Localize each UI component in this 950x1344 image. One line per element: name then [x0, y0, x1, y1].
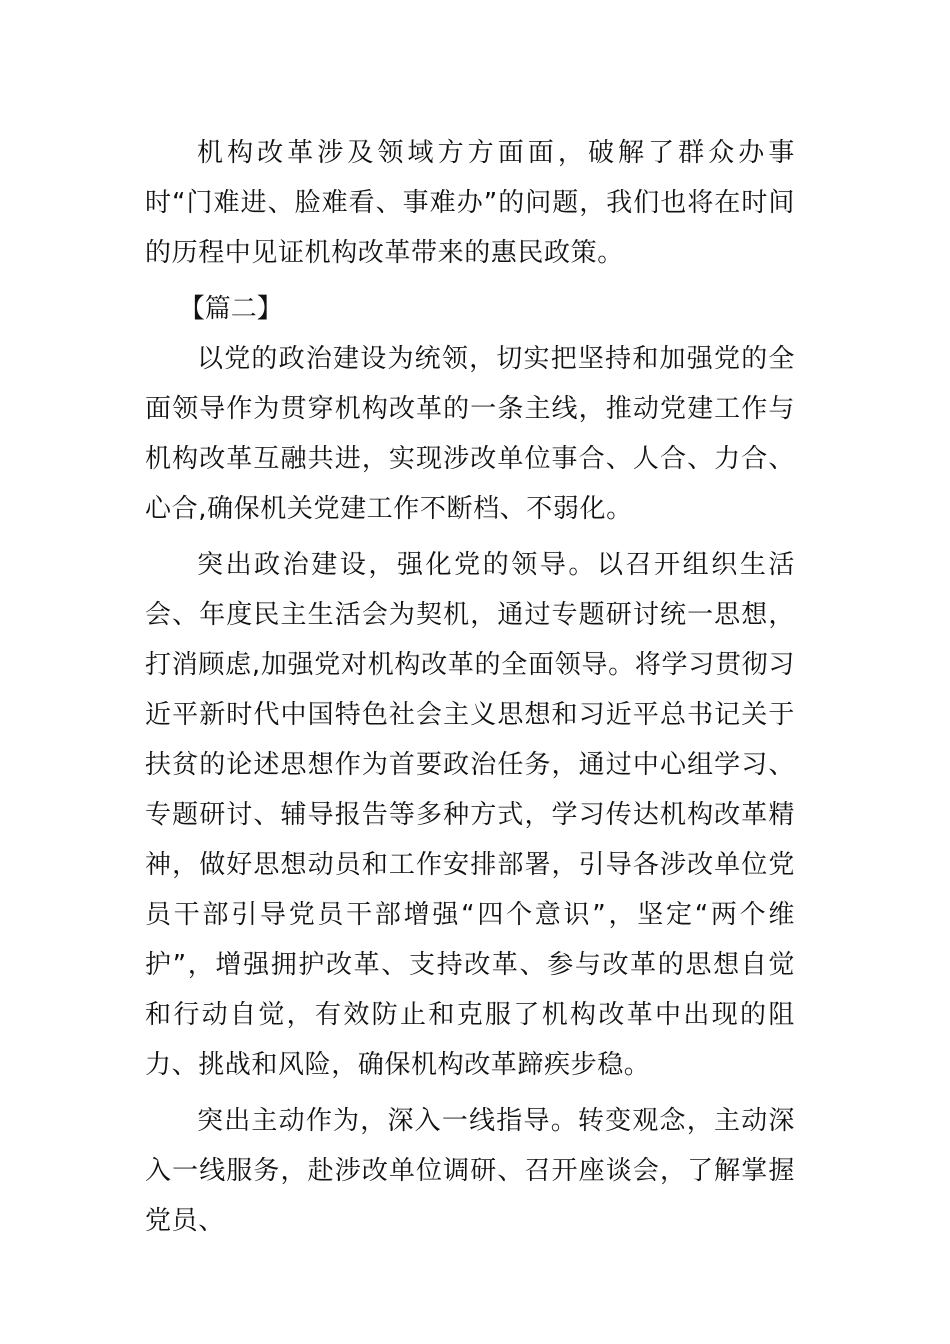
document-body [145, 128, 795, 1246]
section-heading: 【篇二】 [178, 294, 283, 324]
paragraph-intro: 机构改革涉及领域方方面面，破解了群众办事时“门难进、脸难看、事难办”的问题，我们也将在时间的历程中见证机构改革带来的惠民政策。 [145, 138, 795, 268]
paragraph-frontline-guidance: 突出主动作为，深入一线指导。转变观念，主动深入一线服务，赴涉改单位调研、召开座谈会，了解掌握党员、 [145, 1106, 795, 1236]
paragraph-political-construction: 突出政治建设，强化党的领导。以召开组织生活会、年度民主生活会为契机，通过专题研讨统一思想，打消顾虑,加强党对机构改革的全面领导。将学习贯彻习近平新时代中国特色社会主义思想和习近平总书记关于扶贫的论述思想作为首要政治任务，通过中心组学习、专题研讨、辅导报告等多种方式，学习传达机构改革精神，做好思想动员和工作安排部署，引导各涉改单位党员干部引导党员干部增强“四个意识”，坚定“两个维护”，增强拥护改革、支持改革、参与改革的思想自觉和行动自觉，有效防止和克服了机构改革中出现的阻力、挑战和风险，确保机构改革蹄疾步稳。 [145, 550, 795, 1080]
paragraph-party-building: 以党的政治建设为统领，切实把坚持和加强党的全面领导作为贯穿机构改革的一条主线，推动党建工作与机构改革互融共进，实现涉改单位事合、人合、力合、心合,确保机关党建工作不断档、不弱化。 [145, 344, 795, 524]
